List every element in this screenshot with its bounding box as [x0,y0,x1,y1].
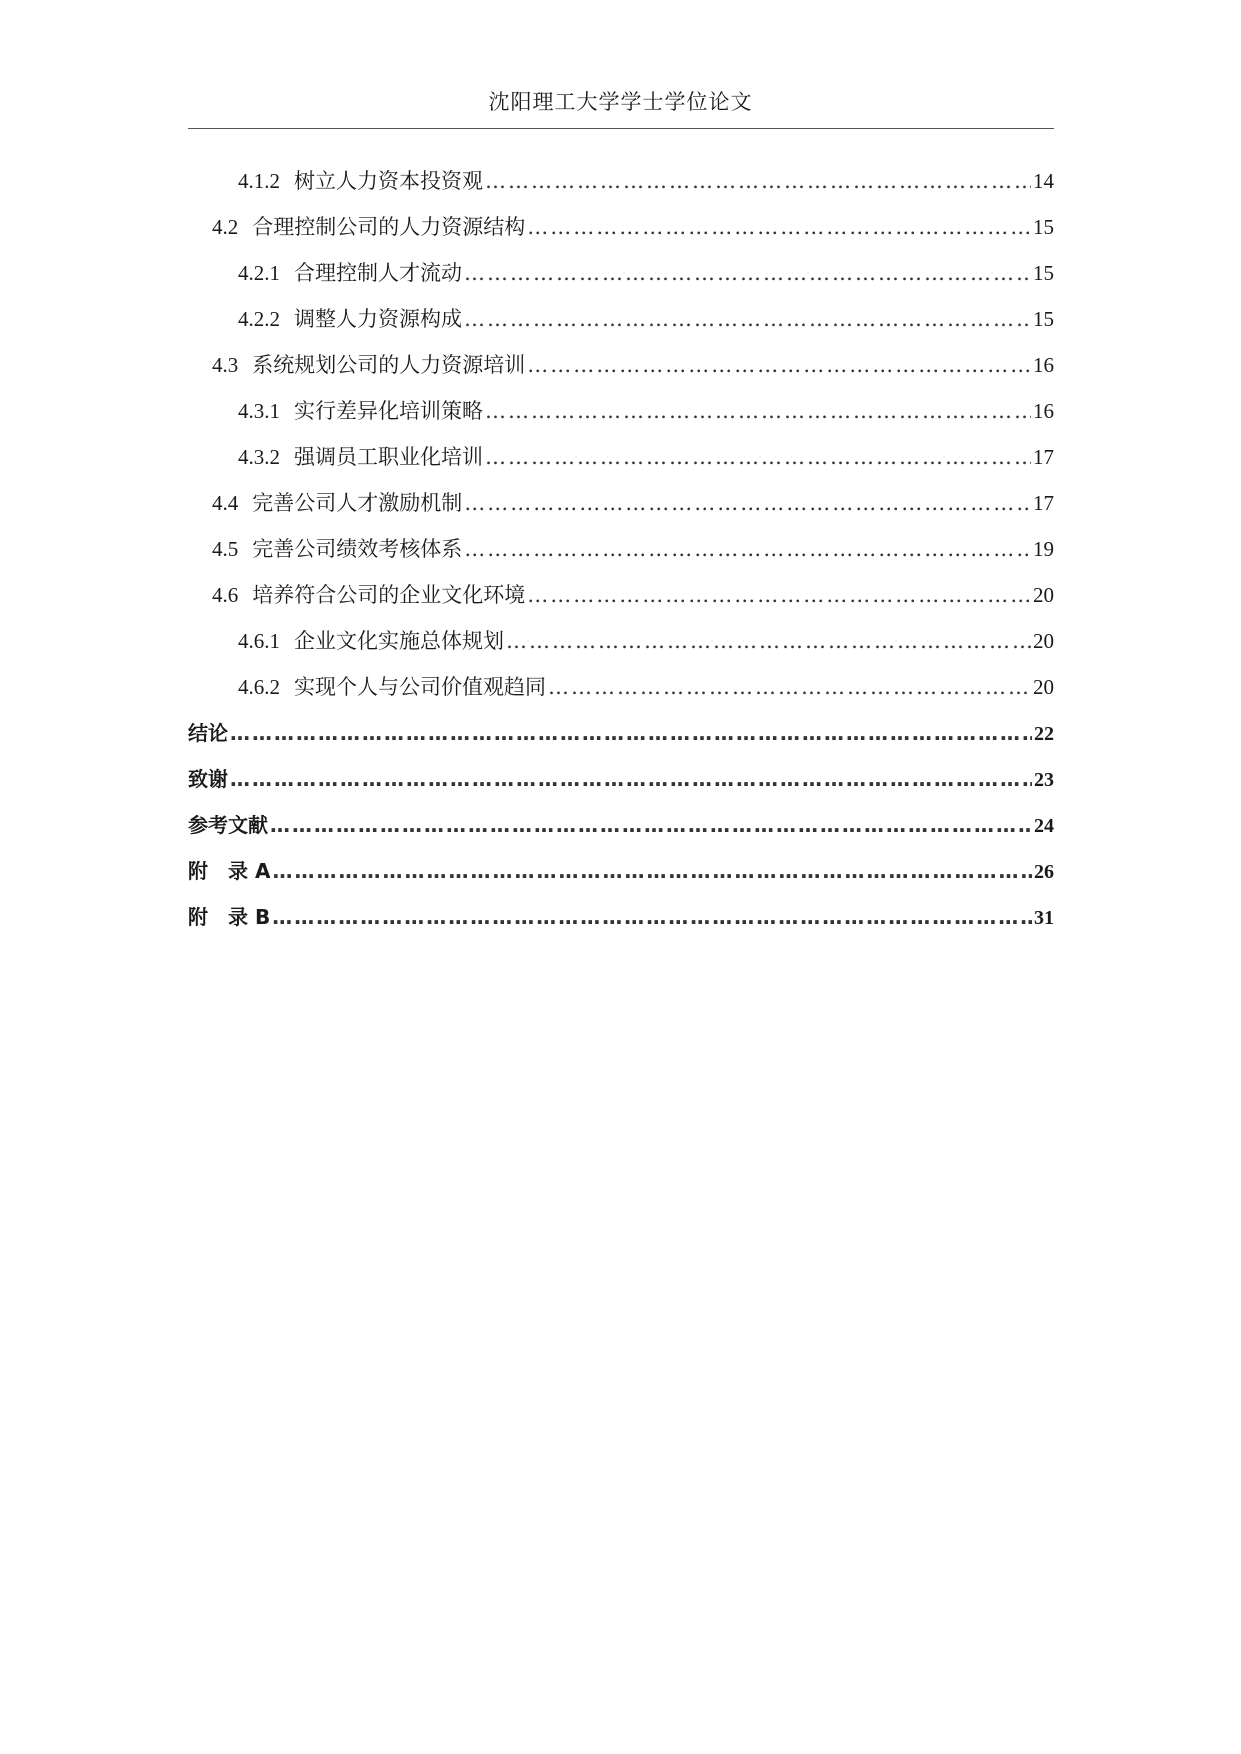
toc-entry-page: 26 [1034,861,1054,883]
toc-entry-page: 20 [1033,675,1054,699]
toc-entry-chapter[interactable] [188,848,1054,894]
toc-entry-title: 实现个人与公司价值观趋同 [294,675,546,699]
toc-entry[interactable] [188,204,1054,250]
toc-entry-title: 树立人力资本投资观 [294,169,483,193]
toc-entry-title: 附 录 A [188,859,271,883]
toc-entry[interactable] [188,250,1054,296]
toc-dot-leader [230,756,1032,802]
toc-entry-number: 4.1.2 [238,169,280,193]
toc-entry-chapter[interactable] [188,802,1054,848]
toc-dot-leader [464,480,1031,526]
toc-entry[interactable] [188,158,1054,204]
toc-dot-leader [272,894,1032,940]
toc-entry-number: 4.3.2 [238,445,280,469]
toc-dot-leader [270,802,1032,848]
toc-entry-title: 合理控制人才流动 [294,261,462,285]
toc-entry-title: 附 录 B [188,905,271,929]
toc-entry-page: 31 [1034,907,1054,929]
toc-entry-title: 调整人力资源构成 [294,307,462,331]
toc-entry-number: 4.3 [212,353,239,377]
toc-entry-title: 合理控制公司的人力资源结构 [252,215,526,239]
toc-entry-page: 14 [1033,169,1054,193]
toc-entry[interactable] [188,388,1054,434]
toc-entry-title: 企业文化实施总体规划 [294,629,504,653]
toc-dot-leader [272,848,1032,894]
toc-entry-number: 4.2.1 [238,261,280,285]
toc-entry-page: 20 [1033,629,1054,653]
toc-entry-title: 完善公司人才激励机制 [252,491,463,515]
toc-entry-page: 24 [1034,815,1054,837]
toc-entry-title: 完善公司绩效考核体系 [252,537,463,561]
toc-entry-page: 23 [1034,769,1054,791]
toc-dot-leader [464,250,1031,296]
toc-entry-page: 16 [1033,399,1054,423]
toc-entry-number: 4.6.2 [238,675,280,699]
toc-dot-leader [485,158,1031,204]
toc-entry-page: 19 [1033,537,1054,561]
toc-entry-page: 22 [1034,723,1054,745]
toc-entry-page: 15 [1033,215,1054,239]
toc-entry-number: 4.3.1 [238,399,280,423]
toc-dot-leader [230,710,1032,756]
toc-entry-page: 17 [1033,491,1054,515]
toc-dot-leader [485,434,1031,480]
header-divider [188,128,1054,129]
toc-dot-leader [485,388,1031,434]
toc-entry-title: 参考文献 [188,813,268,837]
toc-entry-number: 4.2.2 [238,307,280,331]
toc-entry[interactable] [188,434,1054,480]
toc-entry-title: 系统规划公司的人力资源培训 [252,353,526,377]
toc-entry[interactable] [188,664,1054,710]
toc-entry-number: 4.6 [212,583,239,607]
toc-entry[interactable] [188,572,1054,618]
table-of-contents [188,158,1054,940]
toc-dot-leader [527,204,1031,250]
page-header: 沈阳理工大学学士学位论文 [488,90,753,114]
toc-entry-number: 4.2 [212,215,239,239]
toc-entry-page: 15 [1033,307,1054,331]
toc-entry-page: 16 [1033,353,1054,377]
toc-entry-page: 15 [1033,261,1054,285]
toc-entry-title: 结论 [188,721,228,745]
toc-entry-title: 致谢 [188,767,228,791]
toc-entry[interactable] [188,526,1054,572]
toc-entry-number: 4.6.1 [238,629,280,653]
toc-entry-title: 培养符合公司的企业文化环境 [252,583,526,607]
toc-dot-leader [527,572,1031,618]
toc-entry-title: 实行差异化培训策略 [294,399,483,423]
toc-dot-leader [527,342,1031,388]
toc-entry-page: 17 [1033,445,1054,469]
toc-entry[interactable] [188,480,1054,526]
toc-entry-chapter[interactable] [188,710,1054,756]
toc-entry-title: 强调员工职业化培训 [294,445,483,469]
toc-entry[interactable] [188,296,1054,342]
toc-entry-number: 4.4 [212,491,239,515]
toc-entry-chapter[interactable] [188,894,1054,940]
toc-entry-number: 4.5 [212,537,239,561]
toc-entry-chapter[interactable] [188,756,1054,802]
toc-dot-leader [464,526,1031,572]
toc-dot-leader [506,618,1031,664]
toc-entry-page: 20 [1033,583,1054,607]
toc-dot-leader [464,296,1031,342]
toc-entry[interactable] [188,618,1054,664]
toc-entry[interactable] [188,342,1054,388]
toc-dot-leader [548,664,1031,710]
